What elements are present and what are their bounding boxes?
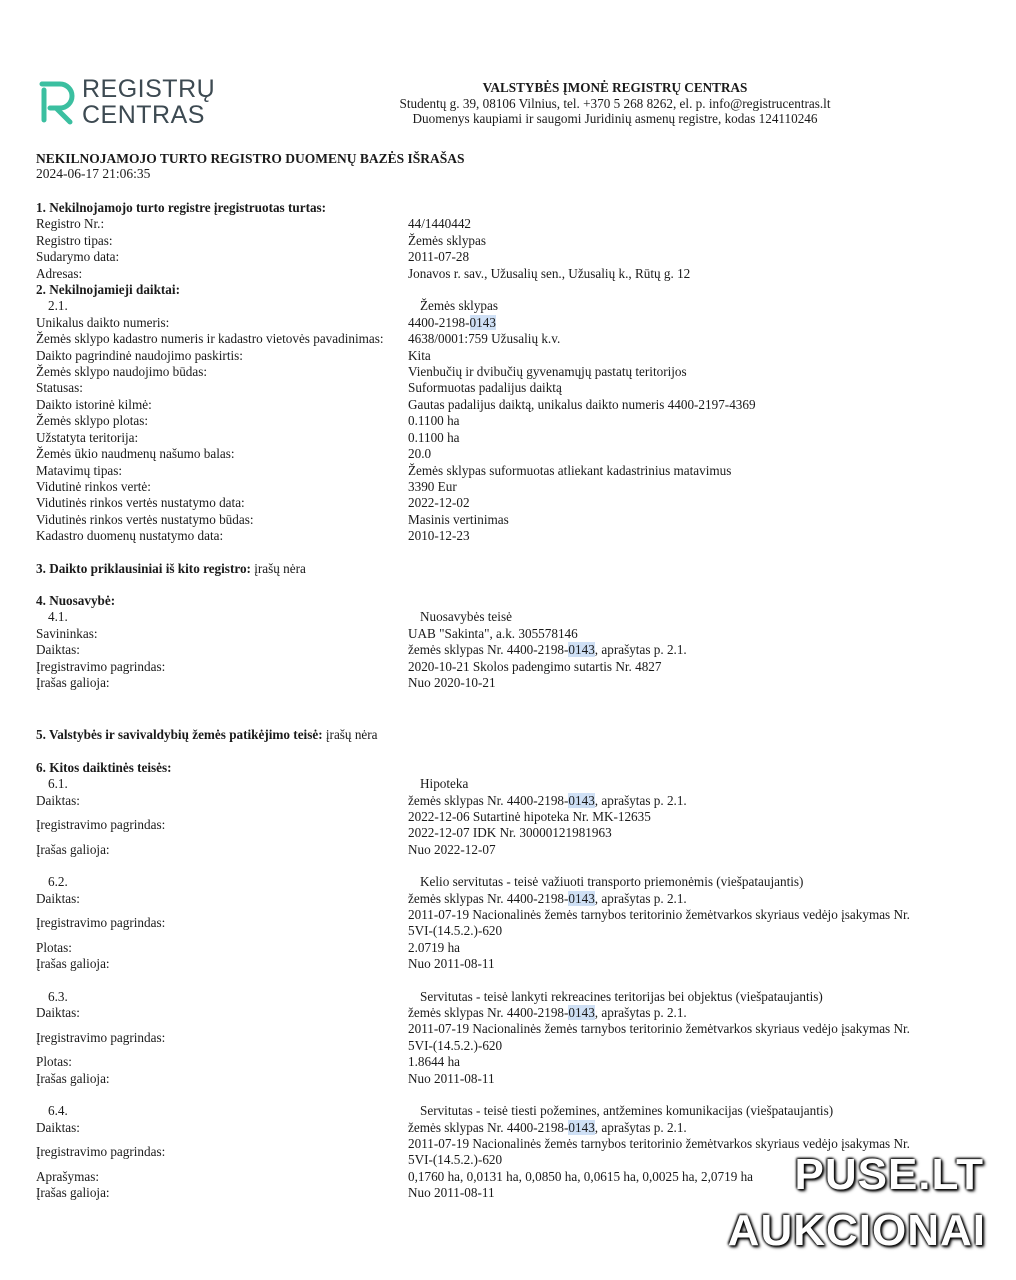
logo-mark-icon bbox=[38, 78, 78, 126]
field-row bbox=[36, 1021, 976, 1054]
field-value-multiline: 2011-07-19 Nacionalinės žemės tarnybos teritorinio žemėtvarkos skyriaus vedėjo įsakymas Nr. 5VI-(14.5.2.)-620 bbox=[408, 1135, 910, 1168]
field-label: Vidutinė rinkos vertė: bbox=[36, 478, 151, 494]
highlighted-number: 0143 bbox=[568, 642, 595, 658]
field-value: Nuo 2022-12-07 bbox=[408, 841, 496, 857]
field-label: Daikto pagrindinė naudojimo paskirtis: bbox=[36, 347, 243, 363]
field-value: Nuo 2011-08-11 bbox=[408, 1185, 495, 1201]
org-header bbox=[370, 80, 860, 127]
field-label: Daiktas: bbox=[36, 1119, 80, 1135]
field-row bbox=[36, 430, 976, 446]
field-row bbox=[36, 642, 976, 658]
field-label: Sudarymo data: bbox=[36, 249, 120, 265]
field-value: Kita bbox=[408, 347, 431, 363]
field-value: Nuo 2011-08-11 bbox=[408, 956, 495, 972]
field-value: 2020-10-21 Skolos padengimo sutartis Nr. 4827 bbox=[408, 658, 662, 674]
field-value: 0,1760 ha, 0,0131 ha, 0,0850 ha, 0,0615 ha, 0,0025 ha, 2,0719 ha bbox=[408, 1168, 754, 1184]
field-value: Masinis vertinimas bbox=[408, 511, 509, 527]
field-label: Vidutinės rinkos vertės nustatymo būdas: bbox=[36, 511, 254, 527]
field-row bbox=[36, 1054, 976, 1070]
field-row bbox=[36, 233, 976, 249]
highlighted-number: 0143 bbox=[568, 1005, 595, 1021]
entry-index-row bbox=[36, 874, 976, 890]
entry-type: Hipoteka bbox=[420, 776, 469, 792]
item-ref-value: žemės sklypas Nr. 4400-2198-0143, aprašytas p. 2.1. bbox=[408, 642, 687, 658]
field-value: 3390 Eur bbox=[408, 478, 457, 494]
highlighted-number: 0143 bbox=[469, 314, 496, 330]
field-value: Suformuotas padalijus daiktą bbox=[408, 380, 562, 396]
field-value: Žemės sklypas suformuotas atliekant kadastrinius matavimus bbox=[408, 462, 732, 478]
field-label: Unikalus daikto numeris: bbox=[36, 314, 170, 330]
document-body bbox=[36, 200, 976, 1202]
section-5 bbox=[36, 727, 976, 743]
item-ref-value: žemės sklypas Nr. 4400-2198-0143, aprašytas p. 2.1. bbox=[408, 890, 687, 906]
watermark-line1: PUSE.LT bbox=[794, 1150, 984, 1199]
field-value: UAB "Sakinta", a.k. 305578146 bbox=[408, 625, 578, 641]
field-row bbox=[36, 495, 976, 511]
field-label: Daiktas: bbox=[36, 642, 80, 658]
item-ref-value: žemės sklypas Nr. 4400-2198-0143, aprašytas p. 2.1. bbox=[408, 792, 687, 808]
logo-line2: CENTRAS bbox=[82, 101, 205, 129]
section-6-title: 6. Kitos daiktinės teisės: bbox=[36, 759, 172, 775]
field-value: 2.0719 ha bbox=[408, 939, 461, 955]
entry-index: 2.1. bbox=[48, 298, 68, 314]
entry-index: 6.1. bbox=[48, 776, 68, 792]
section-3-title: 3. Daikto priklausiniai iš kito registro: bbox=[36, 560, 251, 576]
field-label: Registro tipas: bbox=[36, 232, 113, 248]
field-row bbox=[36, 479, 976, 495]
field-row bbox=[36, 842, 976, 858]
field-value: Jonavos r. sav., Užusalių sen., Užusalių k., Rūtų g. 12 bbox=[408, 265, 691, 281]
item-ref-value: žemės sklypas Nr. 4400-2198-0143, aprašytas p. 2.1. bbox=[408, 1119, 687, 1135]
field-label: Įregistravimo pagrindas: bbox=[36, 1144, 166, 1160]
field-label: Plotas: bbox=[36, 1054, 72, 1070]
entry-index-row bbox=[36, 609, 976, 625]
entry-type: Servitutas - teisė tiesti požemines, antžemines komunikacijas (viešpataujantis) bbox=[420, 1103, 834, 1119]
field-row bbox=[36, 512, 976, 528]
field-value: 20.0 bbox=[408, 446, 432, 462]
section-5-title: 5. Valstybės ir savivaldybių žemės patikėjimo teisė: bbox=[36, 727, 323, 743]
field-row bbox=[36, 1005, 976, 1021]
field-value: 4638/0001:759 Užusalių k.v. bbox=[408, 331, 561, 347]
field-value: Nuo 2020-10-21 bbox=[408, 674, 496, 690]
field-row bbox=[36, 216, 976, 232]
org-registry: Duomenys kaupiami ir saugomi Juridinių asmenų registre, kodas 124110246 bbox=[412, 111, 818, 126]
field-row bbox=[36, 266, 976, 282]
entry-index: 6.2. bbox=[48, 874, 68, 890]
org-name: VALSTYBĖS ĮMONĖ REGISTRŲ CENTRAS bbox=[482, 80, 748, 95]
field-label: Kadastro duomenų nustatymo data: bbox=[36, 528, 224, 544]
field-value: 0.1100 ha bbox=[408, 429, 460, 445]
document-datetime: 2024-06-17 21:06:35 bbox=[36, 166, 151, 181]
section-1-title: 1. Nekilnojamojo turto registre įregistruotas turtas: bbox=[36, 200, 327, 215]
highlighted-number: 0143 bbox=[568, 890, 595, 906]
field-row bbox=[36, 397, 976, 413]
document-title: NEKILNOJAMOJO TURTO REGISTRO DUOMENŲ BAZĖS IŠRAŠAS bbox=[36, 151, 465, 166]
field-label: Plotas: bbox=[36, 939, 72, 955]
entry-index-row bbox=[36, 298, 976, 314]
field-label: Įrašas galioja: bbox=[36, 1185, 110, 1201]
field-value-multiline: 2011-07-19 Nacionalinės žemės tarnybos teritorinio žemėtvarkos skyriaus vedėjo įsakymas Nr. 5VI-(14.5.2.)-620 bbox=[408, 907, 910, 939]
field-row bbox=[36, 907, 976, 940]
field-row bbox=[36, 675, 976, 691]
field-label: Daiktas: bbox=[36, 890, 80, 906]
highlighted-number: 0143 bbox=[568, 1119, 595, 1135]
field-row bbox=[36, 659, 976, 675]
field-row bbox=[36, 940, 976, 956]
field-row bbox=[36, 380, 976, 396]
field-row bbox=[36, 891, 976, 907]
field-label: Įrašas galioja: bbox=[36, 841, 110, 857]
field-row bbox=[36, 348, 976, 364]
entry-index-row bbox=[36, 989, 976, 1005]
entry-type: Žemės sklypas bbox=[420, 298, 499, 314]
field-row bbox=[36, 1120, 976, 1136]
entry-index-row bbox=[36, 1103, 976, 1119]
field-value: 0.1100 ha bbox=[408, 413, 460, 429]
section-3-note: įrašų nėra bbox=[250, 560, 306, 576]
org-address: Studentų g. 39, 08106 Vilnius, tel. +370 5 268 8262, el. p. info@registrucentras.lt bbox=[399, 95, 831, 111]
watermark-line2: AUKCIONAI bbox=[727, 1206, 986, 1255]
field-label: Įregistravimo pagrindas: bbox=[36, 817, 166, 833]
field-value: 44/1440442 bbox=[408, 216, 472, 232]
field-row bbox=[36, 315, 976, 331]
field-label: Įrašas galioja: bbox=[36, 956, 110, 972]
field-label: Užstatyta teritorija: bbox=[36, 429, 139, 445]
field-value: 2011-07-28 bbox=[408, 249, 470, 265]
field-row bbox=[36, 249, 976, 265]
field-label: Daikto istorinė kilmė: bbox=[36, 396, 152, 412]
field-label: Žemės ūkio naudmenų našumo balas: bbox=[36, 446, 235, 462]
field-label: Žemės sklypo plotas: bbox=[36, 413, 149, 429]
section-3 bbox=[36, 561, 976, 577]
registru-centras-logo bbox=[38, 76, 215, 128]
logo-line1: REGISTRŲ bbox=[82, 75, 216, 103]
field-value-multiline: 2011-07-19 Nacionalinės žemės tarnybos teritorinio žemėtvarkos skyriaus vedėjo įsakymas Nr. 5VI-(14.5.2.)-620 bbox=[408, 1021, 910, 1053]
highlighted-number: 0143 bbox=[568, 792, 595, 808]
field-row bbox=[36, 446, 976, 462]
field-row bbox=[36, 364, 976, 380]
field-label: Daiktas: bbox=[36, 792, 80, 808]
field-label: Aprašymas: bbox=[36, 1168, 99, 1184]
entry-index: 6.4. bbox=[48, 1103, 68, 1119]
field-label: Įregistravimo pagrindas: bbox=[36, 658, 166, 674]
entry-type: Kelio servitutas - teisė važiuoti transporto priemonėmis (viešpataujantis) bbox=[420, 874, 804, 890]
section-2-title: 2. Nekilnojamieji daiktai: bbox=[36, 282, 180, 298]
field-value: Žemės sklypas bbox=[408, 232, 487, 248]
field-label: Įrašas galioja: bbox=[36, 1070, 110, 1086]
field-value-multiline: 2022-12-06 Sutartinė hipoteka Nr. MK-12635 2022-12-07 IDK Nr. 30000121981963 bbox=[408, 809, 651, 841]
field-value: 2010-12-23 bbox=[408, 528, 470, 544]
section-4-title: 4. Nuosavybė: bbox=[36, 592, 116, 608]
field-value: 1.8644 ha bbox=[408, 1054, 461, 1070]
field-row bbox=[36, 528, 976, 544]
field-row bbox=[36, 809, 976, 842]
item-ref-value: žemės sklypas Nr. 4400-2198-0143, aprašytas p. 2.1. bbox=[408, 1005, 687, 1021]
entry-index: 6.3. bbox=[48, 988, 68, 1004]
field-label: Registro Nr.: bbox=[36, 216, 105, 232]
entry-index: 4.1. bbox=[48, 609, 68, 625]
field-label: Savininkas: bbox=[36, 625, 98, 641]
field-label: Įrašas galioja: bbox=[36, 674, 110, 690]
field-value: Vienbučių ir dvibučių gyvenamųjų pastatų teritorijos bbox=[408, 364, 687, 380]
field-label: Įregistravimo pagrindas: bbox=[36, 1029, 166, 1045]
entry-index-row bbox=[36, 776, 976, 792]
field-row bbox=[36, 413, 976, 429]
field-row bbox=[36, 626, 976, 642]
entry-type: Nuosavybės teisė bbox=[420, 609, 512, 625]
field-row bbox=[36, 956, 976, 972]
field-label: Vidutinės rinkos vertės nustatymo data: bbox=[36, 495, 245, 511]
field-label: Matavimų tipas: bbox=[36, 462, 123, 478]
field-row bbox=[36, 463, 976, 479]
unique-number-value: 4400-2198-0143 bbox=[408, 314, 496, 330]
field-label: Žemės sklypo naudojimo būdas: bbox=[36, 364, 208, 380]
field-value: Gautas padalijus daiktą, unikalus daikto numeris 4400-2197-4369 bbox=[408, 396, 756, 412]
field-label: Adresas: bbox=[36, 265, 83, 281]
field-label: Žemės sklypo kadastro numeris ir kadastro vietovės pavadinimas: bbox=[36, 331, 384, 347]
field-row bbox=[36, 793, 976, 809]
field-row bbox=[36, 331, 976, 347]
field-label: Daiktas: bbox=[36, 1005, 80, 1021]
section-5-note: įrašų nėra bbox=[322, 727, 378, 743]
field-label: Statusas: bbox=[36, 380, 83, 396]
field-value: Nuo 2011-08-11 bbox=[408, 1070, 495, 1086]
field-value: 2022-12-02 bbox=[408, 495, 470, 511]
field-row bbox=[36, 1071, 976, 1087]
entry-type: Servitutas - teisė lankyti rekreacines teritorijas bei objektus (viešpataujantis) bbox=[420, 988, 823, 1004]
field-label: Įregistravimo pagrindas: bbox=[36, 915, 166, 931]
